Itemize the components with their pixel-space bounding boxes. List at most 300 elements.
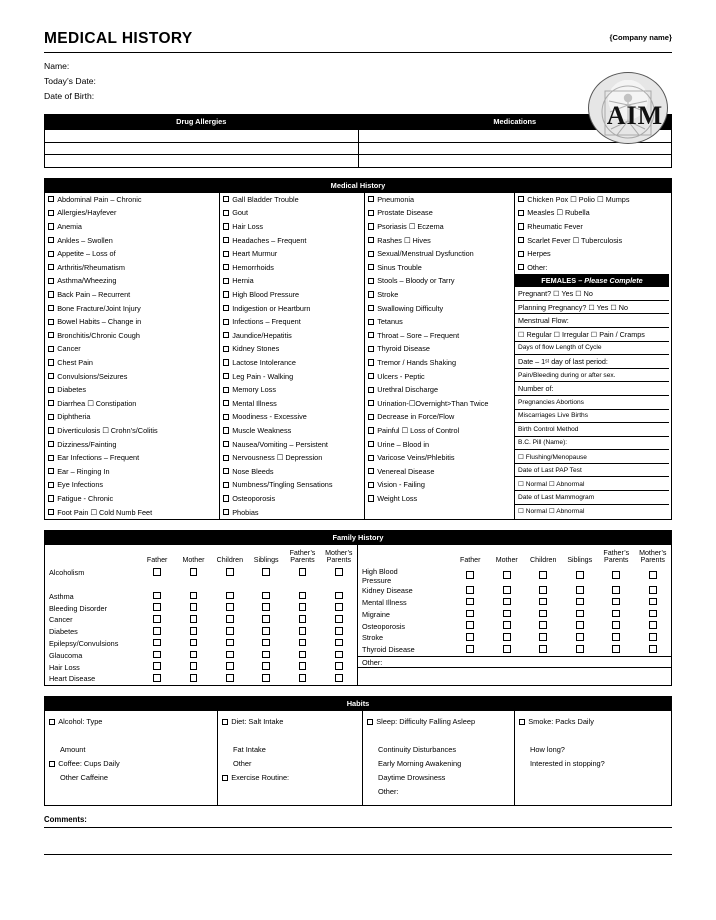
checkbox-icon[interactable] [48,482,54,488]
checklist-item[interactable] [365,301,514,315]
females-field-birth-control-method[interactable] [515,423,669,437]
checkbox-icon[interactable] [518,196,524,202]
checklist-item[interactable] [220,301,364,315]
checkbox-icon[interactable] [503,571,511,579]
checkbox-icon[interactable] [612,645,620,653]
checkbox-icon[interactable] [48,509,54,515]
table-row[interactable] [45,567,357,579]
checklist-item[interactable] [515,193,669,207]
checkbox-icon[interactable] [223,305,229,311]
checklist-item[interactable] [220,206,364,220]
habit-item[interactable] [49,715,213,729]
habit-item[interactable] [519,715,665,729]
checkbox-icon[interactable] [223,278,229,284]
checkbox-icon[interactable] [335,568,343,576]
checkbox-icon[interactable] [539,571,547,579]
females-field-pap-result[interactable] [515,477,669,491]
checkbox-icon[interactable] [223,509,229,515]
checklist-item[interactable] [365,478,514,492]
checklist-item[interactable] [365,329,514,343]
checkbox-icon[interactable] [466,645,474,653]
checklist-item[interactable] [365,193,514,207]
cell-drug-allergy[interactable] [45,155,359,168]
checkbox-icon[interactable] [299,627,307,635]
checkbox-icon[interactable] [503,621,511,629]
checkbox-icon[interactable] [503,633,511,641]
checkbox-icon[interactable] [368,237,374,243]
checkbox-icon[interactable] [368,319,374,325]
checkbox-icon[interactable] [223,427,229,433]
checklist-item[interactable] [365,247,514,261]
checkbox-icon[interactable] [612,586,620,594]
checkbox-icon[interactable] [226,651,234,659]
checklist-item[interactable] [220,451,364,465]
checklist-item[interactable] [45,274,219,288]
checkbox-icon[interactable] [576,610,584,618]
cell-drug-allergy[interactable] [45,130,359,143]
checkbox-icon[interactable] [335,674,343,682]
checklist-item[interactable] [515,233,669,247]
checkbox-icon[interactable] [368,346,374,352]
checkbox-icon[interactable] [48,278,54,284]
checkbox-icon[interactable] [368,373,374,379]
checkbox-icon[interactable] [49,719,55,725]
checkbox-icon[interactable] [153,639,161,647]
checklist-item[interactable] [365,451,514,465]
habit-item[interactable] [367,715,510,729]
checkbox-icon[interactable] [48,441,54,447]
checklist-item[interactable] [365,274,514,288]
checkbox-icon[interactable] [539,621,547,629]
checklist-item[interactable] [365,492,514,506]
checkbox-icon[interactable] [518,264,524,270]
checklist-item[interactable] [220,492,364,506]
checkbox-icon[interactable] [48,400,54,406]
checkbox-icon[interactable] [466,571,474,579]
females-field-miscarriages-livebirths[interactable] [515,410,669,424]
checklist-item[interactable] [365,220,514,234]
cell-medication[interactable] [358,155,672,168]
checkbox-icon[interactable] [518,251,524,257]
table-row[interactable] [45,130,672,143]
checkbox-icon[interactable] [190,651,198,659]
checkbox-icon[interactable] [466,633,474,641]
checkbox-icon[interactable] [649,633,657,641]
checklist-item[interactable] [220,329,364,343]
table-row[interactable] [45,638,357,650]
checkbox-icon[interactable] [299,568,307,576]
checkbox-icon[interactable] [48,468,54,474]
checkbox-icon[interactable] [612,610,620,618]
checkbox-icon[interactable] [190,662,198,670]
checkbox-icon[interactable] [466,610,474,618]
checklist-item[interactable] [220,261,364,275]
checkbox-icon[interactable] [649,610,657,618]
checklist-item[interactable] [220,410,364,424]
checkbox-icon[interactable] [299,639,307,647]
checkbox-icon[interactable] [503,586,511,594]
checkbox-icon[interactable] [576,621,584,629]
checkbox-icon[interactable] [368,291,374,297]
females-field-flow-regularity[interactable] [515,328,669,342]
checkbox-icon[interactable] [368,305,374,311]
table-row[interactable] [45,155,672,168]
checkbox-icon[interactable] [368,427,374,433]
checkbox-icon[interactable] [153,674,161,682]
checkbox-icon[interactable] [466,586,474,594]
checkbox-icon[interactable] [153,651,161,659]
checkbox-icon[interactable] [368,414,374,420]
checkbox-icon[interactable] [368,223,374,229]
checklist-item[interactable] [515,220,669,234]
checklist-item[interactable] [220,369,364,383]
checkbox-icon[interactable] [262,639,270,647]
checklist-item[interactable] [515,247,669,261]
checkbox-icon[interactable] [223,482,229,488]
checklist-item[interactable] [220,505,364,519]
females-field-flushing-menopause[interactable] [515,450,669,464]
table-row[interactable] [45,649,357,661]
checkbox-icon[interactable] [299,615,307,623]
checkbox-icon[interactable] [223,468,229,474]
checkbox-icon[interactable] [367,719,373,725]
checkbox-icon[interactable] [368,359,374,365]
checkbox-icon[interactable] [262,592,270,600]
checkbox-icon[interactable] [576,645,584,653]
checkbox-icon[interactable] [368,332,374,338]
checklist-item[interactable] [220,233,364,247]
checkbox-icon[interactable] [48,305,54,311]
checkbox-icon[interactable] [190,639,198,647]
females-field-pregnancies-abortions[interactable] [515,396,669,410]
checklist-item[interactable] [45,193,219,207]
checkbox-icon[interactable] [518,210,524,216]
table-row[interactable] [45,661,357,673]
checkbox-icon[interactable] [48,414,54,420]
checkbox-icon[interactable] [223,332,229,338]
checkbox-icon[interactable] [223,196,229,202]
checklist-item[interactable] [220,437,364,451]
checkbox-icon[interactable] [48,359,54,365]
checklist-item[interactable] [365,369,514,383]
checkbox-icon[interactable] [299,651,307,659]
checkbox-icon[interactable] [48,319,54,325]
checkbox-icon[interactable] [368,278,374,284]
habit-item[interactable] [519,743,665,757]
checkbox-icon[interactable] [576,598,584,606]
checkbox-icon[interactable] [262,603,270,611]
checkbox-icon[interactable] [223,346,229,352]
habit-item[interactable] [519,757,665,771]
table-row[interactable] [45,142,672,155]
checklist-item[interactable] [45,301,219,315]
checklist-item[interactable] [220,356,364,370]
table-row[interactable] [45,614,357,626]
checkbox-icon[interactable] [153,615,161,623]
checklist-item[interactable] [365,464,514,478]
checkbox-icon[interactable] [48,196,54,202]
table-row[interactable] [45,602,357,614]
checkbox-icon[interactable] [368,482,374,488]
checkbox-icon[interactable] [226,615,234,623]
checkbox-icon[interactable] [226,639,234,647]
checklist-item[interactable] [220,424,364,438]
checkbox-icon[interactable] [368,400,374,406]
checkbox-icon[interactable] [153,662,161,670]
cell-drug-allergy[interactable] [45,142,359,155]
checkbox-icon[interactable] [223,223,229,229]
checkbox-icon[interactable] [466,598,474,606]
habit-item[interactable] [367,771,510,785]
checkbox-icon[interactable] [48,346,54,352]
checklist-item[interactable] [45,261,219,275]
checklist-item[interactable] [220,193,364,207]
checkbox-icon[interactable] [226,662,234,670]
checklist-item[interactable] [515,261,669,275]
checkbox-icon[interactable] [48,223,54,229]
checkbox-icon[interactable] [223,495,229,501]
females-field-bc-pill-name[interactable] [515,437,669,451]
habit-item[interactable] [222,771,358,785]
checkbox-icon[interactable] [612,598,620,606]
checkbox-icon[interactable] [223,373,229,379]
checklist-item[interactable] [45,247,219,261]
checklist-item[interactable] [365,424,514,438]
checklist-item[interactable] [220,288,364,302]
checkbox-icon[interactable] [190,568,198,576]
checkbox-icon[interactable] [190,615,198,623]
habit-item[interactable] [222,715,358,729]
checkbox-icon[interactable] [649,586,657,594]
checklist-item[interactable] [515,206,669,220]
checklist-item[interactable] [45,397,219,411]
checkbox-icon[interactable] [48,264,54,270]
checkbox-icon[interactable] [262,674,270,682]
habit-item[interactable] [222,757,358,771]
checklist-item[interactable] [45,464,219,478]
checkbox-icon[interactable] [299,603,307,611]
checkbox-icon[interactable] [223,359,229,365]
table-row[interactable] [358,585,671,597]
checkbox-icon[interactable] [335,639,343,647]
checklist-item[interactable] [45,315,219,329]
checklist-item[interactable] [45,410,219,424]
checklist-item[interactable] [45,492,219,506]
checklist-item[interactable] [220,274,364,288]
checkbox-icon[interactable] [539,610,547,618]
females-field-days-of-flow[interactable] [515,342,669,356]
checklist-item[interactable] [45,505,219,519]
checkbox-icon[interactable] [262,651,270,659]
checkbox-icon[interactable] [262,568,270,576]
checkbox-icon[interactable] [368,251,374,257]
females-field-menstrual-flow[interactable] [515,314,669,328]
females-field-last-mammogram[interactable] [515,491,669,505]
checkbox-icon[interactable] [223,455,229,461]
habit-item[interactable] [49,743,213,757]
checklist-item[interactable] [220,220,364,234]
checkbox-icon[interactable] [48,291,54,297]
checklist-item[interactable] [365,233,514,247]
checklist-item[interactable] [45,424,219,438]
checklist-item[interactable] [220,383,364,397]
checklist-item[interactable] [220,478,364,492]
table-row[interactable] [358,608,671,620]
checklist-item[interactable] [220,315,364,329]
checklist-item[interactable] [365,397,514,411]
checkbox-icon[interactable] [576,571,584,579]
checkbox-icon[interactable] [223,237,229,243]
table-row[interactable] [358,632,671,644]
checkbox-icon[interactable] [612,633,620,641]
checkbox-icon[interactable] [190,674,198,682]
habit-item[interactable] [367,785,510,799]
habit-item[interactable] [367,743,510,757]
checklist-item[interactable] [45,220,219,234]
checkbox-icon[interactable] [190,627,198,635]
checkbox-icon[interactable] [223,319,229,325]
checkbox-icon[interactable] [226,627,234,635]
females-field-planning-pregnancy[interactable] [515,301,669,315]
checklist-item[interactable] [220,464,364,478]
checklist-item[interactable] [45,478,219,492]
checkbox-icon[interactable] [223,251,229,257]
checkbox-icon[interactable] [518,237,524,243]
checklist-item[interactable] [45,329,219,343]
checkbox-icon[interactable] [48,210,54,216]
checkbox-icon[interactable] [649,645,657,653]
checkbox-icon[interactable] [299,592,307,600]
checklist-item[interactable] [220,247,364,261]
checklist-item[interactable] [45,288,219,302]
checkbox-icon[interactable] [335,592,343,600]
checkbox-icon[interactable] [48,332,54,338]
checkbox-icon[interactable] [153,568,161,576]
habit-item[interactable] [49,757,213,771]
females-field-pregnant[interactable] [515,287,669,301]
checklist-item[interactable] [45,451,219,465]
checkbox-icon[interactable] [299,662,307,670]
checklist-item[interactable] [365,342,514,356]
checklist-item[interactable] [45,369,219,383]
checkbox-icon[interactable] [153,603,161,611]
checkbox-icon[interactable] [368,387,374,393]
checkbox-icon[interactable] [612,621,620,629]
checkbox-icon[interactable] [368,495,374,501]
checkbox-icon[interactable] [223,400,229,406]
checklist-item[interactable] [365,410,514,424]
checkbox-icon[interactable] [48,251,54,257]
checkbox-icon[interactable] [368,196,374,202]
checkbox-icon[interactable] [503,645,511,653]
checklist-item[interactable] [45,342,219,356]
checkbox-icon[interactable] [539,586,547,594]
checkbox-icon[interactable] [503,610,511,618]
checkbox-icon[interactable] [612,571,620,579]
checkbox-icon[interactable] [262,627,270,635]
checklist-item[interactable] [220,342,364,356]
checkbox-icon[interactable] [335,615,343,623]
females-field-pain-bleeding-sex[interactable] [515,369,669,383]
checkbox-icon[interactable] [335,627,343,635]
habit-item[interactable] [49,771,213,785]
checklist-item[interactable] [365,288,514,302]
females-field-last-pap-test[interactable] [515,464,669,478]
females-field-last-period-date[interactable] [515,355,669,369]
table-row[interactable] [358,597,671,609]
checklist-item[interactable] [365,383,514,397]
table-row[interactable] [358,567,671,585]
table-row[interactable] [45,673,357,685]
checkbox-icon[interactable] [48,495,54,501]
checkbox-icon[interactable] [222,775,228,781]
checkbox-icon[interactable] [368,468,374,474]
checklist-item[interactable] [45,233,219,247]
checkbox-icon[interactable] [190,592,198,600]
females-field-mammogram-result[interactable] [515,505,669,519]
checklist-item[interactable] [45,356,219,370]
checklist-item[interactable] [220,397,364,411]
checkbox-icon[interactable] [649,571,657,579]
habit-item[interactable] [367,757,510,771]
checkbox-icon[interactable] [649,621,657,629]
checklist-item[interactable] [365,437,514,451]
checkbox-icon[interactable] [576,586,584,594]
checkbox-icon[interactable] [48,455,54,461]
checkbox-icon[interactable] [222,719,228,725]
table-row[interactable] [358,620,671,632]
checkbox-icon[interactable] [335,603,343,611]
checkbox-icon[interactable] [48,387,54,393]
checkbox-icon[interactable] [368,264,374,270]
family-history-other-field[interactable]: Other: [358,656,671,667]
checkbox-icon[interactable] [153,592,161,600]
checkbox-icon[interactable] [335,662,343,670]
checkbox-icon[interactable] [49,761,55,767]
checkbox-icon[interactable] [223,291,229,297]
checkbox-icon[interactable] [519,719,525,725]
checkbox-icon[interactable] [226,674,234,682]
checkbox-icon[interactable] [153,627,161,635]
checklist-item[interactable] [45,206,219,220]
checkbox-icon[interactable] [226,603,234,611]
checkbox-icon[interactable] [223,414,229,420]
checkbox-icon[interactable] [649,598,657,606]
checkbox-icon[interactable] [518,223,524,229]
checkbox-icon[interactable] [226,568,234,576]
table-row[interactable] [358,644,671,656]
checklist-item[interactable] [45,437,219,451]
checkbox-icon[interactable] [226,592,234,600]
family-history-other-blank[interactable] [358,667,671,678]
females-field-number-of[interactable] [515,382,669,396]
checkbox-icon[interactable] [223,441,229,447]
checklist-item[interactable] [365,315,514,329]
checkbox-icon[interactable] [262,615,270,623]
checkbox-icon[interactable] [539,645,547,653]
checkbox-icon[interactable] [466,621,474,629]
checkbox-icon[interactable] [223,387,229,393]
checkbox-icon[interactable] [223,264,229,270]
checkbox-icon[interactable] [368,210,374,216]
checkbox-icon[interactable] [48,427,54,433]
table-row[interactable] [45,626,357,638]
checkbox-icon[interactable] [335,651,343,659]
checklist-item[interactable] [365,261,514,275]
checkbox-icon[interactable] [539,633,547,641]
checklist-item[interactable] [365,206,514,220]
checkbox-icon[interactable] [299,674,307,682]
